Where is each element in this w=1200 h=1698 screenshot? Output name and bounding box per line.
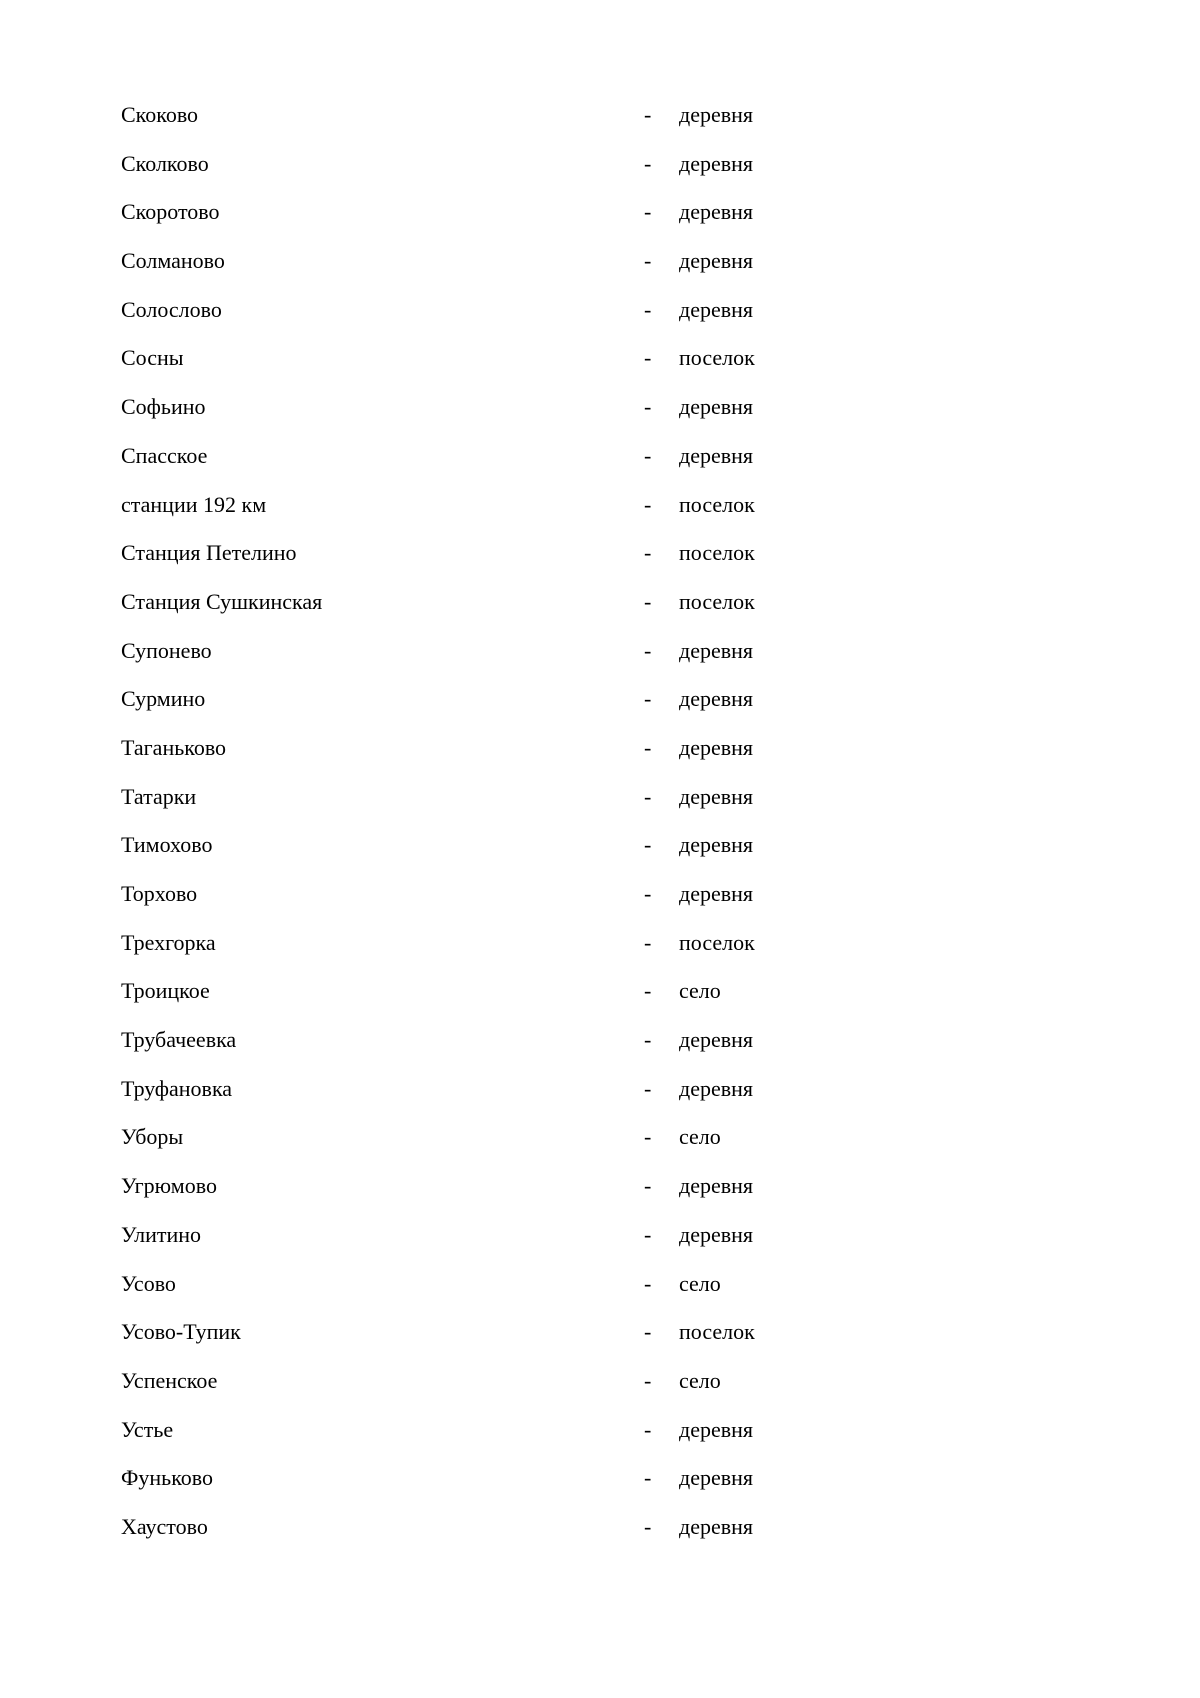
settlement-name: Сколково [121, 150, 209, 176]
settlement-name: Станция Сушкинская [121, 588, 323, 614]
list-item [0, 834, 1200, 883]
settlement-type: деревня [679, 1416, 754, 1442]
list-item [0, 104, 1200, 153]
settlement-name: Солослово [121, 296, 222, 322]
settlement-name: Труфановка [121, 1075, 233, 1101]
settlement-type: деревня [679, 1465, 754, 1491]
list-item [0, 1029, 1200, 1078]
settlement-type: село [679, 978, 721, 1004]
settlement-name: Троицкое [121, 978, 210, 1004]
settlement-type: деревня [679, 102, 754, 127]
settlement-name: Угрюмово [121, 1173, 217, 1199]
settlement-type: деревня [679, 1173, 754, 1199]
separator-dash: - [644, 1075, 652, 1101]
separator-dash: - [644, 588, 652, 614]
separator-dash: - [644, 832, 652, 858]
settlement-type: поселок [679, 491, 755, 517]
settlement-name: Софьино [121, 394, 206, 420]
settlement-name: Скоково [121, 102, 199, 127]
settlement-name: Татарки [121, 783, 197, 809]
list-item [0, 150, 1200, 202]
settlement-name: Солманово [121, 248, 225, 274]
settlement-type: поселок [679, 588, 755, 614]
settlement-type: деревня [679, 1513, 754, 1539]
list-item [0, 1416, 1200, 1468]
list-item [0, 442, 1200, 494]
settlement-name: станции 192 км [121, 491, 267, 517]
settlement-type: деревня [679, 783, 754, 809]
settlement-type: поселок [679, 929, 755, 955]
settlement-type: деревня [679, 1075, 754, 1101]
list-item [0, 980, 1200, 1029]
list-item [0, 588, 1200, 640]
separator-dash: - [644, 1465, 652, 1491]
settlement-name: Успенское [121, 1367, 218, 1393]
list-item [0, 542, 1200, 591]
list-item [0, 883, 1200, 932]
settlement-list [0, 104, 1200, 1565]
separator-dash: - [644, 1124, 652, 1150]
list-item [0, 396, 1200, 445]
separator-dash: - [644, 296, 652, 322]
separator-dash: - [644, 734, 652, 760]
separator-dash: - [644, 881, 652, 906]
list-item [0, 929, 1200, 981]
separator-dash: - [644, 978, 652, 1004]
list-item [0, 1175, 1200, 1224]
settlement-type: поселок [679, 540, 755, 566]
settlement-name: Тимохово [121, 832, 213, 858]
separator-dash: - [644, 442, 652, 468]
settlement-name: Трехгорка [121, 929, 216, 955]
separator-dash: - [644, 1027, 652, 1053]
settlement-type: деревня [679, 1221, 754, 1247]
separator-dash: - [644, 540, 652, 566]
settlement-name: Сурмино [121, 686, 206, 712]
settlement-name: Хаустово [121, 1513, 208, 1539]
settlement-name: Скоротово [121, 199, 220, 225]
list-item [0, 1321, 1200, 1370]
settlement-name: Трубачеевка [121, 1027, 237, 1053]
separator-dash: - [644, 1319, 652, 1345]
settlement-type: деревня [679, 1027, 754, 1053]
settlement-name: Спасское [121, 442, 208, 468]
list-item [0, 1221, 1200, 1273]
settlement-type: село [679, 1367, 721, 1393]
settlement-type: деревня [679, 686, 754, 712]
separator-dash: - [644, 1221, 652, 1247]
list-item [0, 250, 1200, 299]
separator-dash: - [644, 199, 652, 225]
settlement-type: деревня [679, 442, 754, 468]
separator-dash: - [644, 1513, 652, 1539]
settlement-type: село [679, 1124, 721, 1150]
settlement-type: деревня [679, 150, 754, 176]
list-item [0, 783, 1200, 835]
separator-dash: - [644, 1173, 652, 1199]
separator-dash: - [644, 1367, 652, 1393]
settlement-type: деревня [679, 734, 754, 760]
list-item [0, 347, 1200, 396]
settlement-type: деревня [679, 248, 754, 274]
settlement-name: Супонево [121, 637, 212, 663]
settlement-name: Таганьково [121, 734, 227, 760]
settlement-name: Сосны [121, 345, 184, 371]
separator-dash: - [644, 102, 652, 127]
list-item [0, 1467, 1200, 1516]
settlement-name: Фуньково [121, 1465, 213, 1491]
settlement-type: поселок [679, 345, 755, 371]
settlement-name: Усово [121, 1270, 176, 1296]
separator-dash: - [644, 783, 652, 809]
settlement-type: село [679, 1270, 721, 1296]
settlement-type: деревня [679, 199, 754, 225]
settlement-name: Станция Петелино [121, 540, 297, 566]
settlement-name: Улитино [121, 1221, 202, 1247]
settlement-type: деревня [679, 832, 754, 858]
separator-dash: - [644, 686, 652, 712]
settlement-name: Устье [121, 1416, 174, 1442]
separator-dash: - [644, 248, 652, 274]
settlement-type: поселок [679, 1319, 755, 1345]
separator-dash: - [644, 150, 652, 176]
settlement-name: Торхово [121, 881, 198, 906]
settlement-type: деревня [679, 637, 754, 663]
list-item [0, 491, 1200, 543]
list-item [0, 1126, 1200, 1175]
list-item [0, 1513, 1200, 1565]
settlement-name: Усово-Тупик [121, 1319, 241, 1345]
settlement-type: деревня [679, 394, 754, 420]
list-item [0, 1367, 1200, 1419]
separator-dash: - [644, 491, 652, 517]
separator-dash: - [644, 394, 652, 420]
list-item [0, 296, 1200, 348]
separator-dash: - [644, 637, 652, 663]
separator-dash: - [644, 929, 652, 955]
separator-dash: - [644, 1416, 652, 1442]
list-item [0, 688, 1200, 737]
list-item [0, 1270, 1200, 1322]
separator-dash: - [644, 345, 652, 371]
separator-dash: - [644, 1270, 652, 1296]
settlement-type: деревня [679, 296, 754, 322]
list-item [0, 637, 1200, 689]
list-item [0, 734, 1200, 786]
settlement-type: деревня [679, 881, 754, 906]
list-item [0, 201, 1200, 250]
settlement-name: Уборы [121, 1124, 184, 1150]
list-item [0, 1075, 1200, 1127]
